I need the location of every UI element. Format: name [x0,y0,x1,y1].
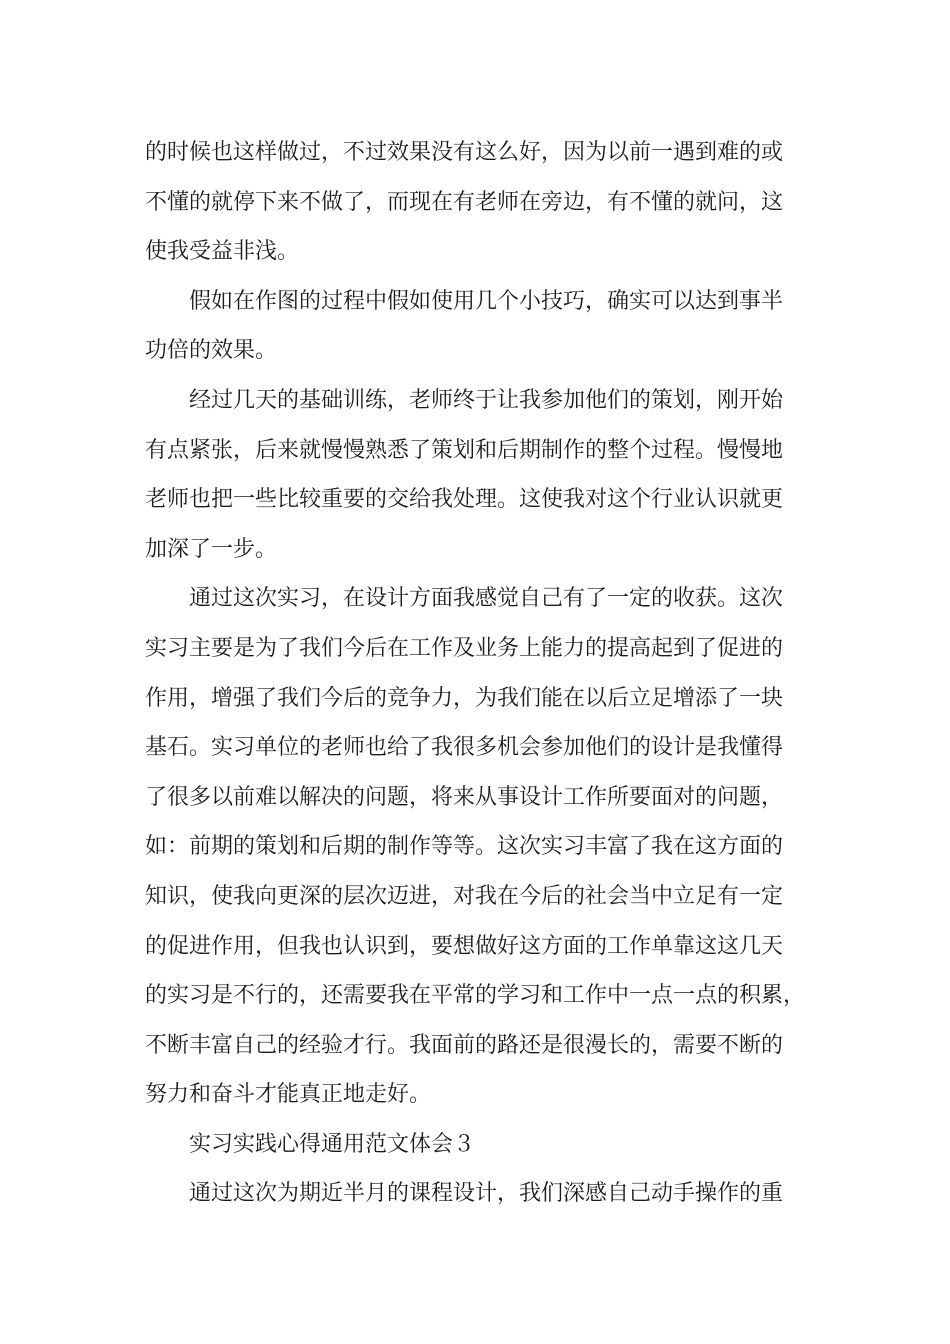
text-line: 功倍的效果。 [145,338,278,364]
section-heading: 实习实践心得通用范文体会３ [189,1131,476,1157]
text-line: 如：前期的策划和后期的制作等等。这次实习丰富了我在这方面的 [145,834,784,860]
text-line: 的实习是不行的，还需要我在平常的学习和工作中一点一点的积累， [145,983,806,1009]
text-line: 不懂的就停下来不做了，而现在有老师在旁边，有不懂的就问，这 [145,189,784,215]
text-line: 基石。实习单位的老师也给了我很多机会参加他们的设计是我懂得 [145,735,784,761]
text-line: 有点紧张，后来就慢慢熟悉了策划和后期制作的整个过程。慢慢地 [145,437,784,463]
text-line: 老师也把一些比较重要的交给我处理。这使我对这个行业认识就更 [145,487,784,513]
text-line: 加深了一步。 [145,536,278,562]
document-body [145,128,815,1219]
text-line: 通过这次实习，在设计方面我感觉自己有了一定的收获。这次 [189,586,784,612]
text-line: 作用，增强了我们今后的竞争力，为我们能在以后立足增添了一块 [145,685,784,711]
text-line: 了很多以前难以解决的问题，将来从事设计工作所要面对的问题， [145,784,784,810]
text-line: 实习主要是为了我们今后在工作及业务上能力的提高起到了促进的 [145,635,784,661]
text-line: 通过这次为期近半月的课程设计，我们深感自己动手操作的重 [189,1181,784,1207]
text-line: 的促进作用，但我也认识到，要想做好这方面的工作单靠这这几天 [145,933,784,959]
text-line: 假如在作图的过程中假如使用几个小技巧，确实可以达到事半 [189,288,784,314]
text-line: 使我受益非浅。 [145,239,300,265]
text-line: 知识，使我向更深的层次迈进，对我在今后的社会当中立足有一定 [145,883,784,909]
text-line: 经过几天的基础训练，老师终于让我参加他们的策划，刚开始 [189,387,784,413]
text-line: 的时候也这样做过，不过效果没有这么好，因为以前一遇到难的或 [145,140,784,165]
text-line: 努力和奋斗才能真正地走好。 [145,1082,432,1108]
text-line: 不断丰富自己的经验才行。我面前的路还是很漫长的，需要不断的 [145,1032,784,1058]
